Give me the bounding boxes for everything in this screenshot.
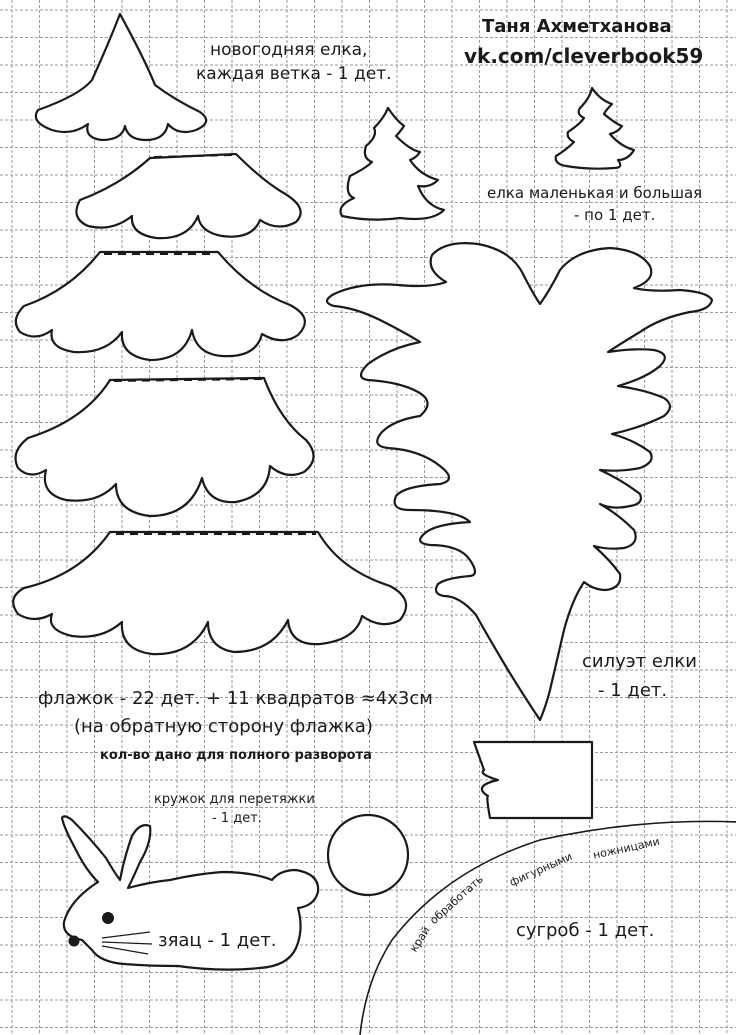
snowdrift-label: сугроб - 1 дет. — [516, 920, 655, 941]
tree-label-line-2: каждая ветка - 1 дет. — [196, 64, 392, 84]
silhouette-label-line-2: - 1 дет. — [598, 680, 668, 701]
curve-word-scissors: ножницами — [591, 834, 661, 862]
tree-silhouette-piece — [327, 243, 712, 720]
author-name: Таня Ахметханова — [482, 16, 672, 37]
big-tree-piece — [341, 108, 445, 220]
rabbit-nose — [69, 936, 80, 947]
author-link: vk.com/cleverbook59 — [464, 44, 704, 68]
curve-word-edge: край — [407, 924, 433, 955]
tree-top-piece — [36, 14, 206, 140]
circle-label-line-1: кружок для перетяжки — [154, 792, 315, 807]
tree-tier-3-piece — [16, 252, 305, 360]
flag-note: кол-во дано для полного разворота — [100, 748, 372, 763]
rabbit-eye — [102, 912, 114, 924]
curve-word-figured: фигурными — [507, 849, 575, 889]
tree-tier-4-piece — [16, 378, 314, 516]
flag-label-line-2: (на обратную сторону флажка) — [74, 716, 373, 737]
tree-label-line-1: новогодняя елка, — [210, 40, 368, 60]
flag-label-line-1: флажок - 22 дет. + 11 квадратов ≈4х3см — [38, 688, 433, 709]
tree-tier-2-piece — [76, 154, 300, 238]
silhouette-label-line-1: силуэт елки — [582, 651, 697, 672]
circle-label-line-2: - 1 дет. — [212, 811, 262, 826]
tree-tier-5-piece — [13, 532, 406, 654]
small-tree-label-line-1: елка маленькая и большая — [487, 184, 703, 202]
string-circle-piece — [328, 815, 408, 895]
small-tree-piece — [556, 88, 634, 169]
rabbit-label: зяац - 1 дет. — [158, 930, 277, 951]
small-tree-label-line-2: - по 1 дет. — [574, 206, 656, 224]
curve-word-process: обработать — [427, 872, 486, 927]
